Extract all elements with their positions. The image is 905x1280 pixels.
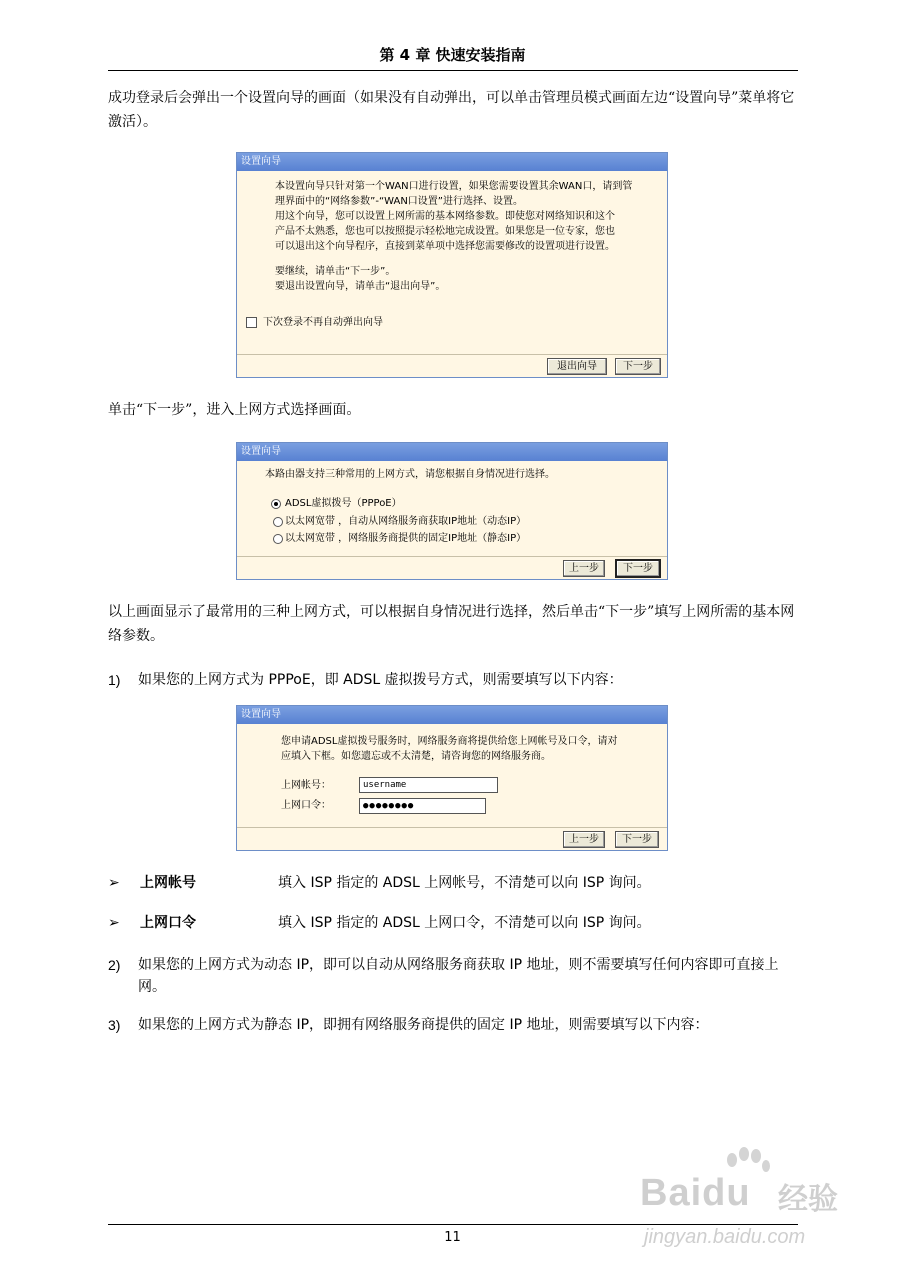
wizard-text-line: 本路由器支持三种常用的上网方式，请您根据自身情况进行选择。 — [265, 469, 555, 480]
bullet-arrow-icon: ➢ — [108, 875, 120, 891]
radio-pppoe[interactable] — [271, 499, 281, 509]
watermark-url: jingyan.baidu.com — [644, 1226, 806, 1248]
page-header: 第 4 章 快速安装指南 — [379, 46, 526, 64]
next-button[interactable]: 下一步 — [615, 358, 661, 375]
wizard-text-line: 理界面中的“网络参数”-“WAN口设置”进行选择、设置。 — [275, 196, 523, 207]
password-label: 上网口令： — [281, 800, 331, 811]
wizard-text-line: 产品不太熟悉，您也可以按照提示轻松地完成设置。如果您是一位专家，您也 — [275, 226, 615, 237]
option-pppoe-label: ADSL虚拟拨号（PPPoE） — [285, 498, 402, 509]
wizard-text-line: 本设置向导只针对第一个WAN口进行设置，如果您需要设置其余WAN口，请到管 — [275, 181, 633, 192]
dialog-title: 设置向导 — [237, 706, 667, 724]
button-bar — [237, 556, 667, 579]
list-number: 3) — [108, 1017, 121, 1033]
account-label: 上网帐号： — [281, 780, 331, 791]
bullet-term: 上网帐号 — [140, 875, 196, 891]
radio-dynamic-ip[interactable] — [273, 517, 283, 527]
header-rule — [108, 70, 798, 71]
list-text: 如果您的上网方式为 PPPoE，即 ADSL 虚拟拨号方式，则需要填写以下内容： — [138, 672, 623, 688]
bullet-term: 上网口令 — [140, 915, 196, 931]
list-text: 如果您的上网方式为静态 IP，即拥有网络服务商提供的固定 IP 地址，则需要填写以下内容： — [138, 1017, 709, 1033]
watermark-logo: Baidu — [640, 1172, 751, 1214]
no-popup-label: 下次登录不再自动弹出向导 — [263, 317, 383, 328]
step-paragraph: 单击“下一步”，进入上网方式选择画面。 — [108, 402, 361, 418]
summary-paragraph: 以上画面显示了最常用的三种上网方式，可以根据自身情况进行选择，然后单击“下一步”填写上网所需的基本网络参数。 — [108, 604, 795, 644]
wizard-dialog-connection-type — [236, 442, 668, 580]
list-text: 如果您的上网方式为动态 IP，即可以自动从网络服务商获取 IP 地址，则不需要填写任何内容即可直接上网。 — [138, 957, 779, 995]
dialog-title: 设置向导 — [237, 443, 667, 461]
list-item-2 — [108, 954, 798, 998]
list-item-3 — [108, 1014, 798, 1036]
password-input[interactable]: ●●●●●●●● — [359, 798, 486, 814]
wizard-dialog-pppoe — [236, 705, 668, 851]
option-static-ip-label: 以太网宽带 ，网络服务商提供的固定IP地址（静态IP） — [285, 533, 527, 544]
bullet-description: 填入 ISP 指定的 ADSL 上网口令，不清楚可以向 ISP 询问。 — [278, 915, 651, 931]
watermark-cn: 经验 — [778, 1182, 838, 1217]
radio-static-ip[interactable] — [273, 534, 283, 544]
button-bar — [237, 827, 667, 850]
wizard-dialog-welcome — [236, 152, 668, 378]
option-dynamic-ip-label: 以太网宽带 ，自动从网络服务商获取IP地址（动态IP） — [285, 516, 527, 527]
wizard-text-line: 应填入下框。如您遗忘或不太清楚，请咨询您的网络服务商。 — [281, 751, 551, 762]
intro-paragraph: 成功登录后会弹出一个设置向导的画面（如果没有自动弹出，可以单击管理员模式画面左边“设置向导”菜单将它激活）。 — [108, 90, 795, 130]
list-number: 1) — [108, 672, 121, 688]
wizard-text-line: 要继续，请单击“下一步”。 — [275, 266, 396, 277]
page-number: 11 — [444, 1230, 461, 1245]
dialog-title: 设置向导 — [237, 153, 667, 171]
prev-button[interactable]: 上一步 — [563, 831, 605, 848]
prev-button[interactable]: 上一步 — [563, 560, 605, 577]
footer-rule — [108, 1224, 798, 1225]
list-item-1 — [108, 669, 798, 691]
next-button[interactable]: 下一步 — [615, 831, 659, 848]
wizard-text-line: 要退出设置向导，请单击“退出向导”。 — [275, 281, 446, 292]
wizard-text-line: 用这个向导，您可以设置上网所需的基本网络参数。即使您对网络知识和这个 — [275, 211, 615, 222]
next-button[interactable]: 下一步 — [615, 559, 661, 578]
button-bar — [237, 354, 667, 377]
no-popup-checkbox[interactable] — [246, 317, 257, 328]
list-number: 2) — [108, 957, 121, 973]
bullet-arrow-icon: ➢ — [108, 915, 120, 931]
exit-wizard-button[interactable]: 退出向导 — [547, 358, 607, 375]
account-input[interactable]: username — [359, 777, 498, 793]
wizard-text-line: 您申请ADSL虚拟拨号服务时，网络服务商将提供给您上网帐号及口令，请对 — [281, 736, 618, 747]
wizard-text-line: 可以退出这个向导程序，直接到菜单项中选择您需要修改的设置项进行设置。 — [275, 241, 615, 252]
bullet-description: 填入 ISP 指定的 ADSL 上网帐号，不清楚可以向 ISP 询问。 — [278, 875, 651, 891]
